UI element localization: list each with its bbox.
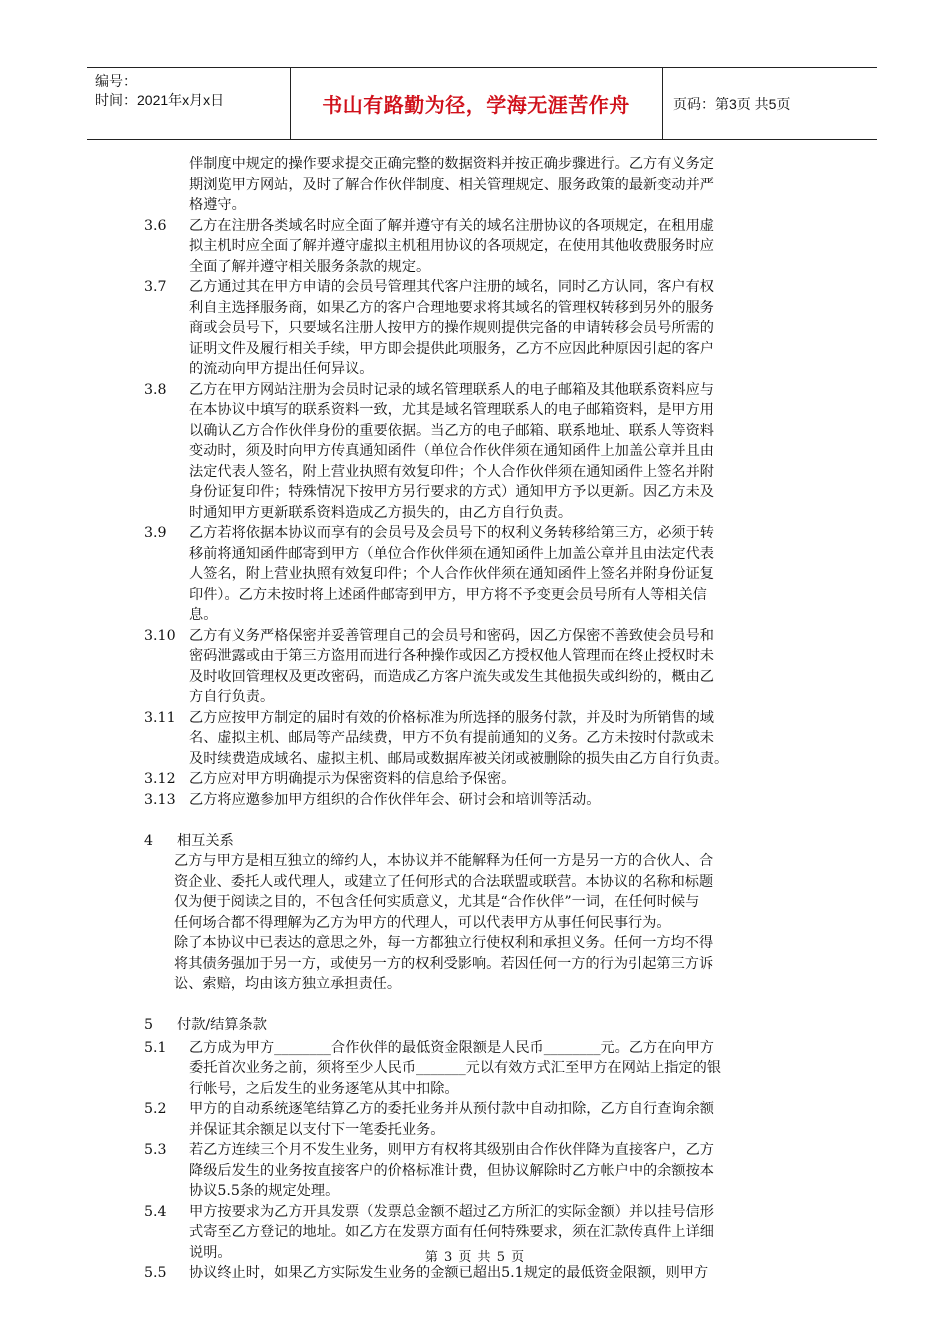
clause-text: 若乙方连续三个月不发生业务，则甲方有权将其级别由合作伙伴降为直接客户，乙方 bbox=[189, 1142, 714, 1158]
clause-line bbox=[0, 380, 950, 400]
clause-text: 并保证其余额足以支付下一笔委托业务。 bbox=[189, 1121, 445, 1138]
clause-text: 降级后发生的业务按直接客户的价格标准计费，但协议解除时乙方帐户中的余额按本 bbox=[189, 1162, 714, 1179]
page-header bbox=[87, 67, 877, 140]
clause-line bbox=[0, 298, 950, 318]
paragraph-text: 仅为便于阅读之目的，不包含任何实质意义，尤其是“合作伙伴”一词，在任何时候与 bbox=[174, 894, 700, 910]
clause-line bbox=[0, 749, 950, 769]
clause-text: 乙方若将依据本协议而享有的会员号及会员号下的权利义务转移给第三方，必须于转 bbox=[189, 525, 714, 541]
clause-line bbox=[0, 154, 950, 174]
section-title: 付款/结算条款 bbox=[177, 1017, 267, 1033]
clause-line bbox=[0, 523, 950, 543]
clause-line bbox=[0, 1202, 950, 1222]
paragraph-line bbox=[0, 933, 950, 953]
clause-text: 及时收回管理权及更改密码，而造成乙方客户流失或发生其他损失或纠纷的，概由乙 bbox=[189, 668, 714, 685]
clause-number: 5.2 bbox=[144, 1101, 167, 1117]
clause-text: 身份证复印件；特殊情况下按甲方另行要求的方式）通知甲方予以更新。因乙方未及 bbox=[189, 484, 714, 500]
clause-text: 息。 bbox=[189, 607, 218, 623]
clause-line bbox=[0, 482, 950, 502]
clause-text: 印件）。乙方未按时将上述函件邮寄到甲方，甲方将不予变更会员号所有人等相关信 bbox=[189, 586, 707, 603]
clause-text: 乙方通过其在甲方申请的会员号管理其代客户注册的域名，同时乙方认同，客户有权 bbox=[189, 279, 714, 295]
clause-text: 以确认乙方合作伙伴身份的重要依据。当乙方的电子邮箱、联系地址、联系人等资料 bbox=[189, 422, 714, 439]
clause-line bbox=[0, 728, 950, 748]
clause-text: 方自行负责。 bbox=[189, 689, 275, 705]
section-number: 5 bbox=[144, 1017, 154, 1033]
clause-text: 期浏览甲方网站，及时了解合作伙伴制度、相关管理规定、服务政策的最新变动并严 bbox=[189, 176, 714, 193]
section-heading bbox=[0, 831, 950, 851]
clause-line bbox=[0, 1181, 950, 1201]
clause-line bbox=[0, 195, 950, 215]
serial-number-label: 编号： bbox=[95, 73, 137, 89]
paragraph-text: 资企业、委托人或代理人，或建立了任何形式的合法联盟或联营。本协议的名称和标题 bbox=[174, 873, 714, 890]
clause-text: 协议终止时，如果乙方实际发生业务的金额已超出5.1规定的最低资金限额，则甲方 bbox=[189, 1265, 709, 1281]
clause-line bbox=[0, 216, 950, 236]
clause-text: 人签名，附上营业执照有效复印件；个人合作伙伴须在通知函件上签名并附身份证复 bbox=[189, 566, 714, 582]
clause-line bbox=[0, 318, 950, 338]
paragraph-line bbox=[0, 892, 950, 912]
clause-text: 密码泄露或由于第三方盗用而进行各种操作或因乙方授权他人管理而在终止授权时未 bbox=[189, 648, 714, 664]
clause-text: 乙方成为甲方________合作伙伴的最低资金限额是人民币________元。乙方在向甲方 bbox=[189, 1039, 714, 1056]
clause-line bbox=[0, 503, 950, 523]
clause-line bbox=[0, 1099, 950, 1119]
paragraph-line bbox=[0, 954, 950, 974]
clause-number: 3.12 bbox=[144, 771, 176, 787]
clause-number: 3.8 bbox=[144, 381, 167, 398]
page-footer: 第 3 页 共 5 页 bbox=[424, 1250, 526, 1265]
date-label: 时间：2021年x月x日 bbox=[95, 92, 225, 108]
clause-number: 5.1 bbox=[144, 1039, 167, 1056]
clause-number: 3.13 bbox=[144, 791, 176, 808]
clause-text: 的流动向甲方提出任何异议。 bbox=[189, 361, 374, 377]
clause-line bbox=[0, 1263, 950, 1283]
clause-text: 甲方按要求为乙方开具发票（发票总金额不超过乙方所汇的实际金额）并以挂号信形 bbox=[189, 1203, 714, 1220]
clause-line bbox=[0, 1058, 950, 1078]
clause-line bbox=[0, 421, 950, 441]
clause-line bbox=[0, 564, 950, 584]
clause-number: 3.10 bbox=[144, 627, 176, 644]
clause-text: 证明文件及履行相关手续，甲方即会提供此项服务，乙方不应因此种原因引起的客户 bbox=[189, 340, 714, 357]
clause-number: 5.5 bbox=[144, 1265, 167, 1281]
clause-line bbox=[0, 667, 950, 687]
clause-line bbox=[0, 1120, 950, 1140]
clause-line bbox=[0, 400, 950, 420]
paragraph-line bbox=[0, 872, 950, 892]
clause-number: 3.11 bbox=[144, 709, 176, 726]
clause-text: 及时续费造成域名、虚拟主机、邮局或数据库被关闭或被删除的损失由乙方自行负责。 bbox=[189, 750, 729, 767]
clause-text: 乙方有义务严格保密并妥善管理自己的会员号和密码，因乙方保密不善致使会员号和 bbox=[189, 627, 714, 644]
clause-line bbox=[0, 257, 950, 277]
clause-text: 伴制度中规定的操作要求提交正确完整的数据资料并按正确步骤进行。乙方有义务定 bbox=[189, 156, 714, 172]
clause-text: 乙方应对甲方明确提示为保密资料的信息给予保密。 bbox=[189, 771, 516, 787]
clause-line bbox=[0, 544, 950, 564]
clause-text: 商或会员号下，只要域名注册人按甲方的操作规则提供完备的申请转移会员号所需的 bbox=[189, 320, 714, 336]
clause-text: 利自主选择服务商，如果乙方的客户合理地要求将其域名的管理权转移到另外的服务 bbox=[189, 299, 714, 316]
clause-number: 5.3 bbox=[144, 1142, 167, 1158]
clause-line bbox=[0, 769, 950, 789]
paragraph-text: 讼、索赔，均由该方独立承担责任。 bbox=[174, 976, 402, 992]
clause-text: 名、虚拟主机、邮局等产品续费，甲方不负有提前通知的义务。乙方未按时付款或未 bbox=[189, 730, 714, 746]
paragraph-line bbox=[0, 974, 950, 994]
section-title: 相互关系 bbox=[177, 832, 234, 849]
paragraph-text: 任何场合都不得理解为乙方为甲方的代理人，可以代表甲方从事任何民事行为。 bbox=[174, 914, 671, 931]
clause-number: 3.7 bbox=[144, 279, 167, 295]
clause-text: 委托首次业务之前，须将至少人民币_______元以有效方式汇至甲方在网站上指定的银 bbox=[189, 1060, 722, 1076]
clause-text: 时通知甲方更新联系资料造成乙方损失的，由乙方自行负责。 bbox=[189, 504, 573, 521]
paragraph-text: 除了本协议中已表达的意思之外，每一方都独立行使权利和承担义务。任何一方均不得 bbox=[174, 935, 714, 951]
clause-text: 乙方在甲方网站注册为会员时记录的域名管理联系人的电子邮箱及其他联系资料应与 bbox=[189, 381, 714, 398]
clause-text: 全面了解并遵守相关服务条款的规定。 bbox=[189, 258, 431, 275]
clause-line bbox=[0, 1079, 950, 1099]
clause-text: 在本协议中填写的联系资料一致，尤其是域名管理联系人的电子邮箱资料，是甲方用 bbox=[189, 402, 714, 418]
clause-text: 变动时，须及时向甲方传真通知函件（单位合作伙伴须在通知函件上加盖公章并且由 bbox=[189, 443, 714, 459]
clause-text: 拟主机时应全面了解并遵守虚拟主机租用协议的各项规定，在使用其他收费服务时应 bbox=[189, 238, 714, 254]
clause-number: 3.6 bbox=[144, 217, 167, 234]
section-heading bbox=[0, 1015, 950, 1035]
clause-line bbox=[0, 646, 950, 666]
header-motto: 书山有路勤为径，学海无涯苦作舟 bbox=[322, 93, 630, 117]
clause-text: 法定代表人签名，附上营业执照有效复印件；个人合作伙伴须在通知函件上签名并附 bbox=[189, 463, 714, 480]
clause-number: 5.4 bbox=[144, 1203, 167, 1220]
clause-text: 行帐号，之后发生的业务逐笔从其中扣除。 bbox=[189, 1080, 459, 1097]
clause-text: 式寄至乙方登记的地址。如乙方在发票方面有任何特殊要求，须在汇款传真件上详细 bbox=[189, 1224, 714, 1240]
page-number-label: 页码：第3页 共5页 bbox=[673, 95, 791, 112]
clause-text: 格遵守。 bbox=[189, 197, 246, 213]
clause-line bbox=[0, 339, 950, 359]
header-meta bbox=[95, 72, 290, 110]
clause-text: 说明。 bbox=[189, 1244, 232, 1261]
clause-line bbox=[0, 441, 950, 461]
clause-line bbox=[0, 236, 950, 256]
clause-line bbox=[0, 1140, 950, 1160]
clause-line bbox=[0, 359, 950, 379]
clause-line bbox=[0, 462, 950, 482]
clause-line bbox=[0, 605, 950, 625]
clause-line bbox=[0, 1222, 950, 1242]
clause-line bbox=[0, 626, 950, 646]
clause-line bbox=[0, 1161, 950, 1181]
clause-line bbox=[0, 1038, 950, 1058]
clause-text: 乙方应按甲方制定的届时有效的价格标准为所选择的服务付款，并及时为所销售的域 bbox=[189, 709, 714, 726]
clause-number: 3.9 bbox=[144, 525, 167, 541]
paragraph-line bbox=[0, 851, 950, 871]
clause-text: 乙方在注册各类域名时应全面了解并遵守有关的域名注册协议的各项规定，在租用虚 bbox=[189, 217, 714, 234]
clause-line bbox=[0, 687, 950, 707]
clause-line bbox=[0, 790, 950, 810]
clause-text: 移前将通知函件邮寄到甲方（单位合作伙伴须在通知函件上加盖公章并且由法定代表 bbox=[189, 545, 714, 562]
clause-line bbox=[0, 585, 950, 605]
section-number: 4 bbox=[144, 832, 154, 849]
clause-line bbox=[0, 175, 950, 195]
paragraph-text: 乙方与甲方是相互独立的缔约人，本协议并不能解释为任何一方是另一方的合伙人、合 bbox=[174, 853, 714, 869]
clause-line bbox=[0, 708, 950, 728]
clause-text: 乙方将应邀参加甲方组织的合作伙伴年会、研讨会和培训等活动。 bbox=[189, 791, 601, 808]
clause-text: 协议5.5条的规定处理。 bbox=[189, 1183, 340, 1199]
clause-line bbox=[0, 277, 950, 297]
paragraph-text: 将其债务强加于另一方，或使另一方的权利受影响。若因任何一方的行为引起第三方诉 bbox=[174, 955, 714, 972]
paragraph-line bbox=[0, 913, 950, 933]
clause-text: 甲方的自动系统逐笔结算乙方的委托业务并从预付款中自动扣除，乙方自行查询余额 bbox=[189, 1101, 714, 1117]
